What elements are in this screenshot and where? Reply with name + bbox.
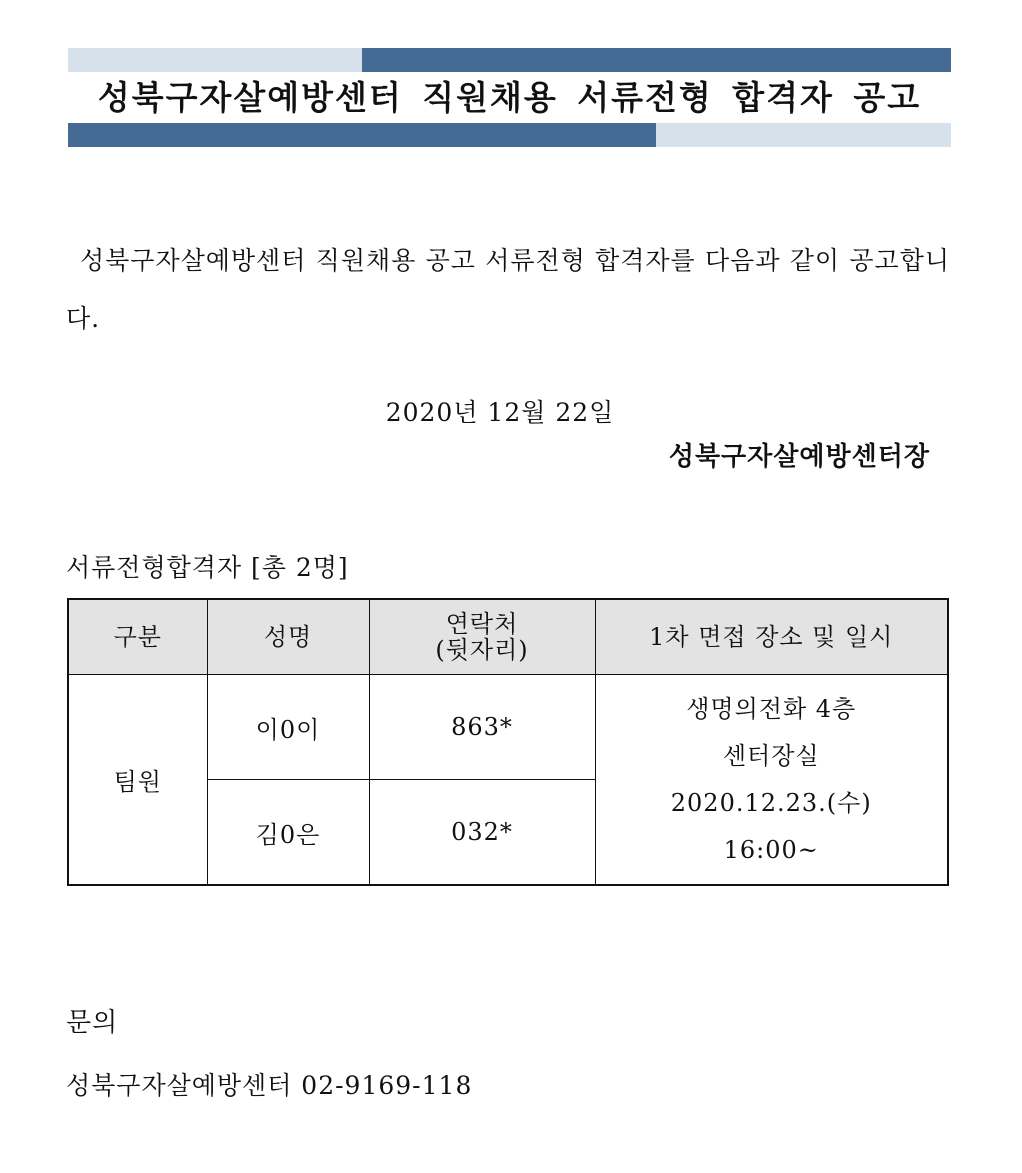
cell-interview	[595, 675, 948, 886]
notice-title: 성북구자살예방센터 직원채용 서류전형 합격자 공고	[97, 78, 922, 117]
interview-line: 16:00~	[723, 835, 819, 864]
inquiry-label: 문의	[66, 1008, 119, 1038]
title-bar-bottom-light	[656, 123, 951, 147]
cell-name: 김0은	[207, 780, 369, 886]
cell-name: 이0이	[207, 675, 369, 780]
interview-line: 생명의전화 4층	[686, 694, 857, 723]
applicant-table	[67, 598, 949, 886]
header-contact-line1: 연락처	[445, 610, 519, 638]
interview-line: 센터장실	[722, 741, 820, 770]
notice-date: 2020년 12월 22일	[385, 398, 615, 427]
table-caption: 서류전형합격자 [총 2명]	[66, 553, 349, 582]
cell-contact: 863*	[369, 675, 595, 780]
title-bar-top-light	[68, 48, 362, 72]
title-bar-bottom-dark	[68, 123, 656, 147]
table-header-row	[68, 599, 948, 675]
header-contact-line2: (뒷자리)	[435, 636, 529, 664]
interview-line: 2020.12.23.(수)	[670, 788, 872, 817]
cell-category: 팀원	[68, 675, 207, 886]
header-category: 구분	[68, 599, 207, 675]
intro-text: 성북구자살예방센터 직원채용 공고 서류전형 합격자를 다음과 같이 공고합니다.	[66, 246, 950, 333]
header-name: 성명	[207, 599, 369, 675]
cell-contact: 032*	[369, 780, 595, 886]
intro-paragraph	[66, 232, 950, 348]
inquiry-contact: 성북구자살예방센터 02-9169-118	[66, 1071, 473, 1100]
title-bar-top-dark	[362, 48, 951, 72]
header-interview: 1차 면접 장소 및 일시	[595, 599, 948, 675]
table-row	[68, 675, 948, 780]
notice-issuer: 성북구자살예방센터장	[668, 442, 930, 472]
header-contact	[369, 599, 595, 675]
